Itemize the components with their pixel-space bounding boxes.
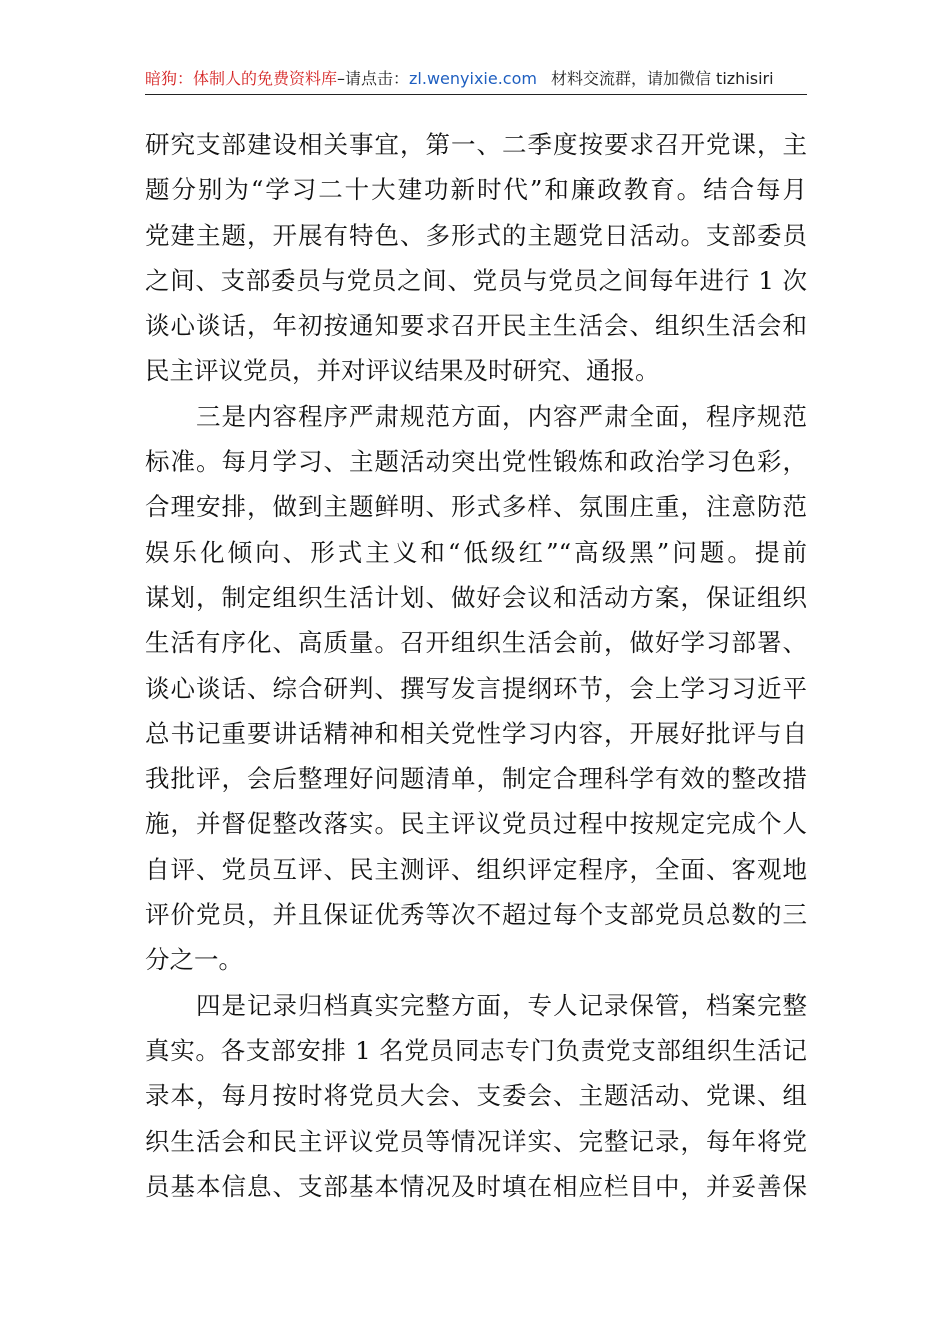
text-line: 题分别为“学习二十大建功新时代”和廉政教育。结合每月 — [145, 175, 807, 205]
header-group-note: 材料交流群，请加微信 tizhisiri — [550, 69, 774, 88]
text-line: 谋划，制定组织生活计划、做好会议和活动方案，保证组织 — [145, 582, 807, 612]
header-link[interactable]: zl.wenyixie.com — [409, 69, 537, 88]
text-line: 娱乐化倾向、形式主义和“低级红”“高级黑”问题。提前 — [145, 537, 807, 567]
page-header — [145, 66, 807, 95]
text-line: 施，并督促整改落实。民主评议党员过程中按规定完成个人 — [145, 809, 807, 839]
text-line: 四是记录归档真实完整方面，专人记录保管，档案完整 — [145, 990, 807, 1020]
header-brand: 暗狗：体制人的免费资料库 — [145, 69, 338, 88]
text-line: 自评、党员互评、民主测评、组织评定程序，全面、客观地 — [145, 854, 807, 884]
text-line: 合理安排，做到主题鲜明、形式多样、氛围庄重，注意防范 — [145, 492, 807, 522]
text-line: 总书记重要讲话精神和相关党性学习内容，开展好批评与自 — [145, 718, 807, 748]
text-line: 标准。每月学习、主题活动突出党性锻炼和政治学习色彩， — [145, 447, 807, 477]
text-line: 谈心谈话、综合研判、撰写发言提纲环节，会上学习习近平 — [145, 673, 807, 703]
header-prompt: –请点击： — [337, 69, 410, 88]
text-line: 织生活会和民主评议党员等情况详实、完整记录，每年将党 — [145, 1126, 807, 1156]
text-line: 生活有序化、高质量。召开组织生活会前，做好学习部署、 — [145, 628, 807, 658]
text-line: 真实。各支部安排 1 名党员同志专门负责党支部组织生活记 — [145, 1035, 807, 1065]
text-line: 录本，每月按时将党员大会、支委会、主题活动、党课、组 — [145, 1081, 807, 1111]
body-text — [145, 122, 807, 1209]
text-line: 员基本信息、支部基本情况及时填在相应栏目中，并妥善保 — [145, 1171, 807, 1201]
text-line: 研究支部建设相关事宜，第一、二季度按要求召开党课，主 — [145, 130, 807, 159]
text-line: 分之一。 — [145, 945, 243, 975]
text-line: 民主评议党员，并对评议结果及时研究、通报。 — [145, 356, 660, 386]
text-line: 之间、支部委员与党员之间、党员与党员之间每年进行 1 次 — [145, 265, 807, 295]
text-line: 三是内容程序严肃规范方面，内容严肃全面，程序规范 — [145, 401, 807, 431]
text-line: 谈心谈话，年初按通知要求召开民主生活会、组织生活会和 — [145, 311, 807, 341]
text-line: 评价党员，并且保证优秀等次不超过每个支部党员总数的三 — [145, 900, 807, 930]
text-line: 我批评，会后整理好问题清单，制定合理科学有效的整改措 — [145, 764, 807, 794]
text-line: 党建主题，开展有特色、多形式的主题党日活动。支部委员 — [145, 220, 807, 250]
